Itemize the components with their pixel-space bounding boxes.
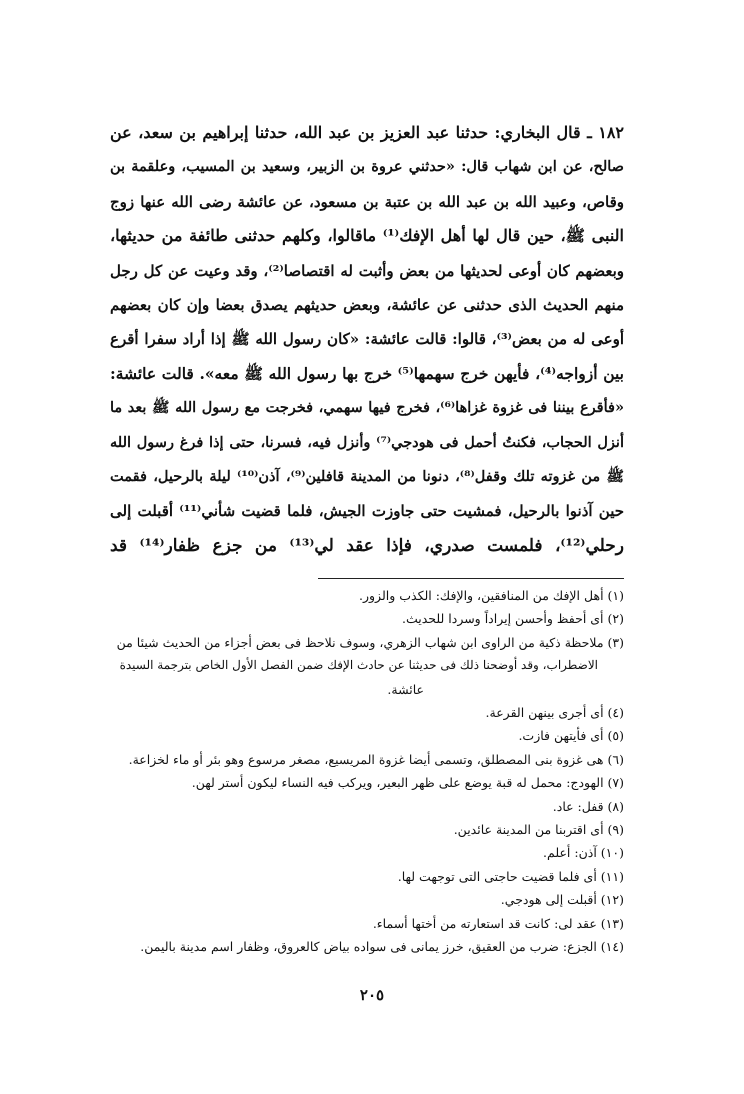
footnote-3: (٣) ملاحظة ذكية من الراوى ابن شهاب الزهري، وسوف نلاحظ فى بعض أجزاء من الحديث شيئا من [116, 634, 624, 650]
footnote-3-continued: الاضطراب، وقد أوضحنا ذلك فى حديثنا عن حادث الإفك ضمن الفصل الأول الخاص بترجمة السيدة [119, 658, 598, 673]
body-line: ﷺ من غزوته تلك وقفل⁽⁸⁾، دنونا من المدينة قافلين⁽⁹⁾، آذن⁽¹⁰⁾ ليلة بالرحيل، فقمت [110, 467, 624, 485]
footnote-5: (٥) أى فأيتهن فازت. [518, 728, 624, 744]
footnote-2: (٢) أى أحفظ وأحسن إيراداً وسردا للحديث. [402, 611, 624, 627]
body-line: «فأقرع بيننا فى غزوة غزاها⁽⁶⁾، فخرج فيها سهمي، فخرجت مع رسول الله ﷺ بعد ما [110, 399, 624, 417]
footnote-6: (٦) هى غزوة بنى المصطلق، وتسمى أيضا غزوة المريسيع، مصغر مرسوع وهو بئر أو ماء لخزاعة. [128, 751, 624, 767]
footnote-3-end: عائشة. [387, 681, 424, 697]
body-line: النبى ﷺ، حين قال لها أهل الإفك⁽¹⁾ ماقالوا، وكلهم حدثنى طائفة من حديثها، [110, 226, 624, 246]
footnote-4: (٤) أى أجرى بينهن القرعة. [485, 705, 624, 721]
body-line: أنزل الحجاب، فكنتُ أحمل فى هودجي⁽⁷⁾ وأنزل فيه، فسرنا، حتى إذا فرغ رسول الله [110, 433, 624, 451]
footnote-11: (١١) أى فلما قضيت حاجتى التى توجهت لها. [397, 868, 624, 884]
hadith-body-text [110, 116, 624, 563]
footnote-7: (٧) الهودج: محمل له قبة يوضع على ظهر البعير، ويركب فيه النساء ليكون أستر لهن. [191, 775, 624, 791]
footnote-1: (١) أهل الإفك من المنافقين، والإفك: الكذب والزور. [359, 588, 624, 603]
body-line: أوعى له من بعض⁽³⁾، قالوا: قالت عائشة: «كان رسول الله ﷺ إذا أراد سفرا أقرع [110, 330, 624, 349]
footnote-14: (١٤) الجزع: ضرب من العقيق، خرز يمانى فى سواده بياض كالعروق، وظفار اسم مدينة باليمن. [140, 939, 624, 955]
body-line: حين آذنوا بالرحيل، فمشيت حتى جاوزت الجيش، فلما قضيت شأني⁽¹¹⁾ أقبلت إلى [110, 502, 624, 521]
footnote-10: (١٠) آذن: أعلم. [543, 845, 624, 861]
page-number: ٢٠٥ [359, 986, 385, 1004]
body-line: ١٨٢ ـ قال البخاري: حدثنا عبد العزيز بن عبد الله، حدثنا إبراهيم بن سعد، عن [110, 123, 624, 142]
footnote-13: (١٣) عقد لى: كانت قد استعارته من أختها أسماء. [372, 915, 624, 931]
body-line: صالح، عن ابن شهاب قال: «حدثني عروة بن الزبير، وسعيد بن المسيب، وعلقمة بن [110, 158, 624, 176]
body-line: وبعضهم كان أوعى لحديثها من بعض وأثبت له اقتصاصا⁽²⁾، وقد وعيت عن كل رجل [110, 261, 624, 280]
body-line: وقاص، وعبيد الله بن عبد الله بن عتبة بن مسعود، عن عائشة رضى الله عنها زوج [110, 192, 624, 211]
body-line: منهم الحديث الذى حدثنى عن عائشة، وبعض حديثهم يصدق بعضا وإن كان بعضهم [110, 295, 624, 314]
footnote-8: (٨) قفل: عاد. [552, 798, 624, 814]
footnote-9: (٩) أى اقتربنا من المدينة عائدين. [453, 822, 624, 838]
footnote-separator [318, 578, 624, 579]
body-line: بين أزواجه⁽⁴⁾، فأيهن خرج سهمها⁽⁵⁾ خرج بها رسول الله ﷺ معه». قالت عائشة: [110, 363, 624, 383]
footnotes-section [110, 584, 624, 959]
footnote-12: (١٢) أقبلت إلى هودجي. [500, 892, 624, 908]
body-line: رحلي⁽¹²⁾، فلمست صدري، فإذا عقد لي⁽¹³⁾ من جزع ظفار⁽¹⁴⁾ قد [110, 535, 624, 556]
